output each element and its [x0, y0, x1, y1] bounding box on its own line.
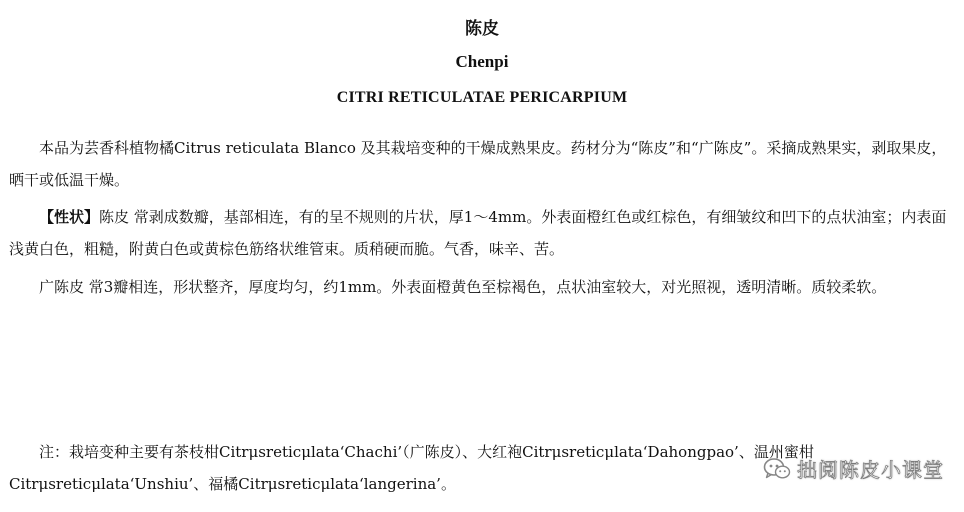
- intro-text: 本品为芸香科植物橘Citrus reticulata Blanco 及其栽培变种的干燥成熟果皮。药材分为“陈皮”和“广陈皮”。采摘成熟果实，剥取果皮，晒干或低温干燥。: [9, 139, 947, 189]
- intro-paragraph: [9, 133, 955, 196]
- characteristics-label: 【性状】: [39, 208, 100, 226]
- watermark-text: 拙阅陈皮小课堂: [797, 458, 944, 482]
- characteristics-paragraph: [9, 202, 955, 265]
- note-text: 注：栽培变种主要有茶枝柑Citrμsreticμlata‘Chachi’（广陈皮）、大红袍Citrμsreticμlata‘Dahongpao’、温州蜜柑Citrμsreticμlata‘Unshiu’、福橘Citrμsreticμlata‘langerina’。: [9, 443, 814, 493]
- characteristics-text: 陈皮 常剥成数瓣，基部相连，有的呈不规则的片状，厚1～4mm。外表面橙红色或红棕色，有细皱纹和凹下的点状油室；内表面浅黄白色，粗糙，附黄白色或黄棕色筋络状维管束。质稍硬而脆。气香，味辛、苦。: [9, 208, 947, 258]
- characteristics-line: [9, 202, 955, 265]
- title-latin: CITRI RETICULATAE PERICARPIUM: [336, 89, 628, 106]
- wechat-icon: [763, 457, 791, 481]
- watermark: [763, 454, 944, 483]
- title-chinese: 陈皮: [465, 19, 499, 39]
- guang-chenpi-paragraph: [9, 272, 955, 304]
- guang-chenpi-text: 广陈皮 常3瓣相连，形状整齐，厚度均匀，约1mm。外表面橙黄色至棕褐色，点状油室较大，对光照视，透明清晰。质较柔软。: [39, 278, 887, 296]
- title-pinyin: Chenpi: [455, 52, 509, 71]
